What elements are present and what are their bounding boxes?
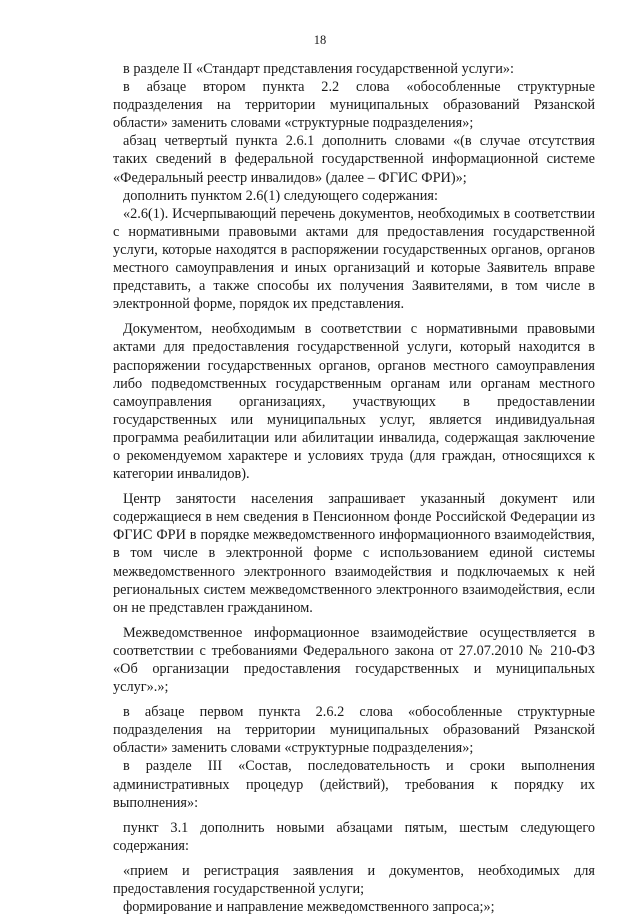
paragraph: «2.6(1). Исчерпывающий перечень документов, необходимых в соответствии с нормативными правовыми актами для предоставления государственной услуги, которые находятся в распоряжении государственных органов, органов местного самоуправления и иных организаций и которые Заявитель вправе представить, а также способы их получения Заявителями, в том числе в электронной форме, порядок их представления. (113, 205, 595, 313)
paragraph: дополнить пунктом 2.6(1) следующего содержания: (123, 187, 438, 204)
paragraph: Межведомственное информационное взаимодействие осуществляется в соответствии с требованиями Федерального закона от 27.07.2010 № 210-ФЗ «Об организации предоставления государственных и муниципальных услуг».»; (113, 624, 595, 696)
paragraph: в разделе III «Состав, последовательность и сроки выполнения административных процедур (действий), требования к порядку их выполнения»: (113, 758, 595, 811)
paragraph: «прием и регистрация заявления и документов, необходимых для предоставления государственной услуги; (113, 862, 595, 898)
paragraph: в абзаце втором пункта 2.2 слова «обособленные структурные подразделения на территории муниципальных образований Рязанской области» заменить словами «структурные подразделения»; (113, 79, 595, 132)
page-number: 18 (313, 33, 327, 47)
document-body (113, 60, 595, 916)
paragraph: в абзаце первом пункта 2.6.2 слова «обособленные структурные подразделения на территории муниципальных образований Рязанской области» заменить словами «структурные подразделения»; (113, 704, 595, 757)
paragraph: пункт 3.1 дополнить новыми абзацами пятым, шестым следующего содержания: (113, 819, 595, 854)
paragraph: формирование и направление межведомственного запроса;»; (123, 899, 495, 916)
paragraph: Центр занятости населения запрашивает указанный документ или содержащиеся в нем сведения в Пенсионном фонде Российской Федерации из ФГИС ФРИ в порядке межведомственного информационного взаимодействия, в том числе в электронной форме с использованием единой системы межведомственного электронного взаимодействия и подключаемых к ней региональных систем межведомственного электронного взаимодействия, если он не представлен гражданином. (113, 491, 595, 616)
paragraph: абзац четвертый пункта 2.6.1 дополнить словами «(в случае отсутствия таких сведений в федеральной государственной информационной системе «Федеральный реестр инвалидов» (далее – ФГИС ФРИ)»; (113, 133, 595, 186)
paragraph: в разделе II «Стандарт представления государственной услуги»: (123, 61, 515, 77)
paragraph: Документом, необходимым в соответствии с нормативными правовыми актами для предоставления государственной услуги, который находится в распоряжении государственных органов, органов местного самоуправления либо подведомственных государственным органам или органам местного самоуправления организациях, участвующих в предоставлении государственных или муниципальных услуг, является индивидуальная программа реабилитации или абилитации инвалида, содержащая заключение о рекомендуемом характере и условиях труда (для граждан, относящихся к категории инвалидов). (113, 321, 595, 483)
